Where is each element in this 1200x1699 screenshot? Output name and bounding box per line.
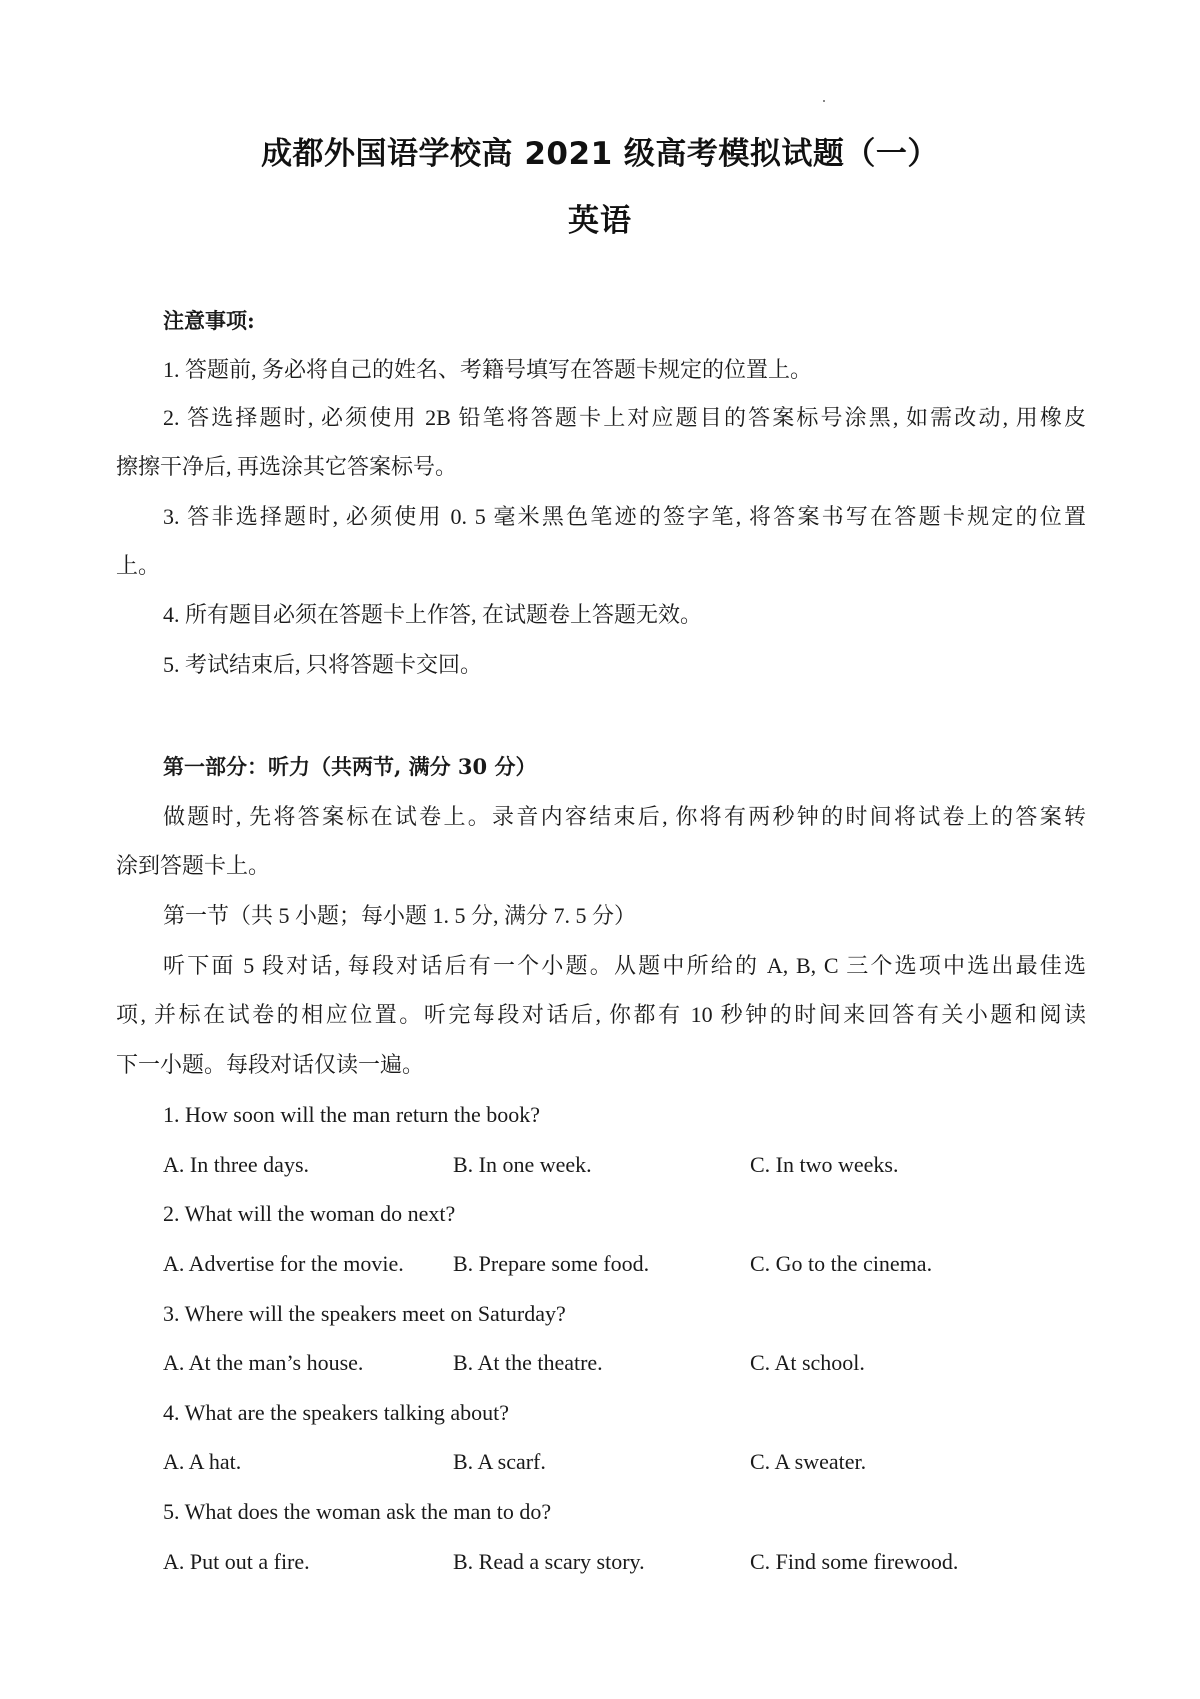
notice-item-2-line-2: 擦擦干净后, 再选涂其它答案标号。	[116, 454, 458, 479]
question-4-option-a: A. A hat.	[163, 1449, 242, 1474]
question-3-stem: 3. Where will the speakers meet on Saturday?	[163, 1301, 566, 1326]
exam-title: 成都外国语学校高 2021 级高考模拟试题（一）	[261, 136, 939, 172]
question-1-stem: 1. How soon will the man return the book?	[163, 1102, 540, 1127]
question-5-option-b: B. Read a scary story.	[453, 1549, 645, 1574]
question-4-option-b: B. A scarf.	[453, 1449, 546, 1474]
question-5-option-a: A. Put out a fire.	[163, 1549, 310, 1574]
question-3-option-a: A. At the man’s house.	[163, 1350, 364, 1375]
part1-intro-line-2: 涂到答题卡上。	[116, 853, 271, 878]
question-3-option-c: C. At school.	[750, 1350, 865, 1375]
subject-title: 英语	[568, 203, 632, 239]
question-4-option-c: C. A sweater.	[750, 1449, 867, 1474]
notice-item-1: 1. 答题前, 务必将自己的姓名、考籍号填写在答题卡规定的位置上。	[163, 357, 813, 382]
scan-speck	[823, 100, 825, 102]
question-1-option-c: C. In two weeks.	[750, 1152, 899, 1177]
question-2-option-c: C. Go to the cinema.	[750, 1251, 933, 1276]
question-3-option-b: B. At the theatre.	[453, 1350, 603, 1375]
question-2-stem: 2. What will the woman do next?	[163, 1201, 456, 1226]
section1-heading: 第一节（共 5 小题；每小题 1. 5 分, 满分 7. 5 分）	[163, 903, 637, 928]
question-2-option-a: A. Advertise for the movie.	[163, 1251, 404, 1276]
question-5-stem: 5. What does the woman ask the man to do?	[163, 1499, 552, 1524]
notice-item-5: 5. 考试结束后, 只将答题卡交回。	[163, 652, 483, 677]
part1-intro-line-1: 做题时, 先将答案标在试卷上。录音内容结束后, 你将有两秒钟的时间将试卷上的答案转	[163, 804, 1086, 829]
notice-heading: 注意事项:	[163, 308, 255, 333]
notice-item-3-line-1: 3. 答非选择题时, 必须使用 0. 5 毫米黑色笔迹的签字笔, 将答案书写在答题卡规定的位置	[163, 504, 1086, 529]
section1-instructions-line-3: 下一小题。每段对话仅读一遍。	[116, 1052, 425, 1077]
part1-heading: 第一部分：听力（共两节, 满分 30 分）	[163, 754, 537, 779]
question-5-option-c: C. Find some firewood.	[750, 1549, 959, 1574]
question-1-option-b: B. In one week.	[453, 1152, 592, 1177]
notice-item-3-line-2: 上。	[116, 553, 161, 578]
notice-item-4: 4. 所有题目必须在答题卡上作答, 在试题卷上答题无效。	[163, 602, 703, 627]
question-1-option-a: A. In three days.	[163, 1152, 310, 1177]
question-4-stem: 4. What are the speakers talking about?	[163, 1400, 509, 1425]
notice-item-2-line-1: 2. 答选择题时, 必须使用 2B 铅笔将答题卡上对应题目的答案标号涂黑, 如需改动, 用橡皮	[163, 405, 1086, 430]
section1-instructions-line-2: 项, 并标在试卷的相应位置。听完每段对话后, 你都有 10 秒钟的时间来回答有关小题和阅读	[116, 1002, 1086, 1027]
question-2-option-b: B. Prepare some food.	[453, 1251, 650, 1276]
section1-instructions-line-1: 听下面 5 段对话, 每段对话后有一个小题。从题中所给的 A, B, C 三个选项中选出最佳选	[163, 953, 1086, 978]
